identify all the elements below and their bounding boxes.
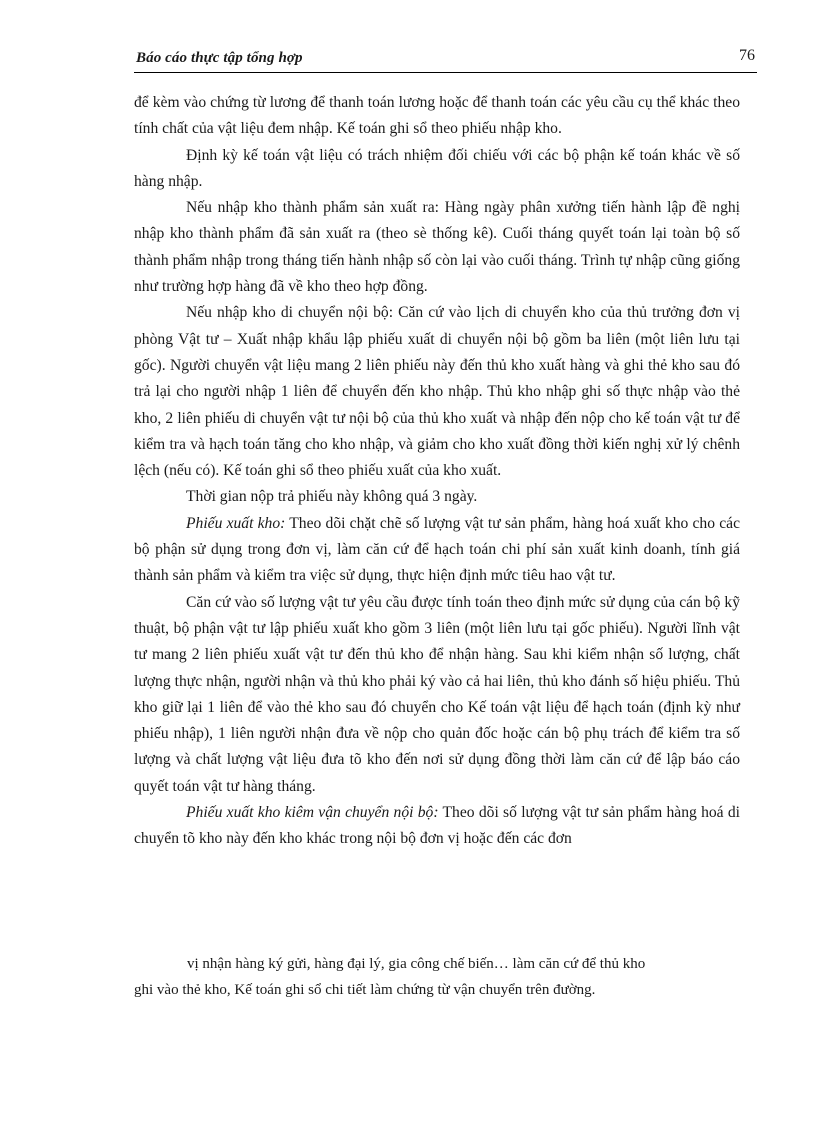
paragraph-3: Nếu nhập kho thành phẩm sản xuất ra: Hàng ngày phân xưởng tiến hành lập đề nghị nhập kho thành phẩm đã sản xuất ra (theo sè thống kê). Cuối tháng quyết toán lại toàn bộ số thành phẩm nhập trong tháng tiến hành nhập số còn lại vào cuối tháng. Trình tự nhập cũng giống như trường hợp hàng đã về kho theo hợp đồng. <box>134 199 740 296</box>
document-body <box>134 90 740 853</box>
paragraph-4: Nếu nhập kho di chuyển nội bộ: Căn cứ vào lịch di chuyển kho của thủ trưởng đơn vị phòng Vật tư – Xuất nhập khẩu lập phiếu xuất di chuyển nội bộ gồm ba liên (một liên lưu tại gốc). Người chuyển vật liệu mang 2 liên phiếu này đến thủ kho xuất hàng và ghi thẻ kho sau đó trả lại cho người nhập 1 liên để chuyển đến kho nhập. Thủ kho nhập ghi số thực nhập vào thẻ kho, 2 liên phiếu di chuyển vật tư nội bộ của thủ kho xuất và nhập đến nộp cho kế toán vật tư để kiểm tra và hạch toán tăng cho kho nhập, và giảm cho kho xuất đồng thời kiến nghị xử lý chênh lệch (nếu có). Kế toán ghi sổ theo phiếu xuất của kho xuất. <box>134 304 740 480</box>
continuation-line-2: ghi vào thẻ kho, Kế toán ghi sổ chi tiết làm chứng từ vận chuyển trên đường. <box>134 982 596 998</box>
header-title: Báo cáo thực tập tổng hợp <box>136 50 303 66</box>
paragraph-8 <box>134 800 740 853</box>
paragraph-8-text: Theo dõi số lượng vật tư sản phẩm hàng hoá di chuyển tõ kho này đến kho khác trong nội bộ đơn vị hoặc đến các đơn <box>134 804 741 848</box>
paragraph-6-text: Theo dõi chặt chẽ số lượng vật tư sản phẩm, hàng hoá xuất kho cho các bộ phận sử dụng trong đơn vị, làm căn cứ để hạch toán chi phí sản xuất kinh doanh, tính giá thành sản phẩm và kiểm tra việc sử dụng, thực hiện định mức tiêu hao vật tư. <box>134 514 740 585</box>
paragraph-1: để kèm vào chứng từ lương để thanh toán lương hoặc để thanh toán các yêu cầu cụ thể khác theo tính chất của vật liệu đem nhập. Kế toán ghi sổ theo phiếu nhập kho. <box>134 94 740 138</box>
paragraph-2: Định kỳ kế toán vật liệu có trách nhiệm đối chiếu với các bộ phận kế toán khác về số hàng nhập. <box>134 146 740 190</box>
continuation-line-1: vị nhận hàng ký gửi, hàng đại lý, gia công chế biến… làm căn cứ để thủ kho <box>187 956 646 972</box>
page-header <box>134 46 757 73</box>
paragraph-6-label: Phiếu xuất kho: <box>186 514 286 532</box>
page-number: 76 <box>739 47 755 64</box>
paragraph-8-label: Phiếu xuất kho kiêm vận chuyển nội bộ: <box>186 804 439 822</box>
paragraph-7: Căn cứ vào số lượng vật tư yêu cầu được tính toán theo định mức sử dụng của cán bộ kỹ thuật, bộ phận vật tư lập phiếu xuất kho gồm 3 liên (một liên lưu tại gốc phiếu). Người lĩnh vật tư mang 2 liên phiếu xuất vật tư đến thủ kho để nhận hàng. Sau khi kiểm nhận số lượng, chất lượng thực nhận, người nhận và thủ kho phải ký vào cả hai liên, thủ kho đánh số hiệu phiếu. Thủ kho giữ lại 1 liên để vào thẻ kho sau đó chuyển cho Kế toán vật liệu để hạch toán (định kỳ như phiếu nhập), 1 liên người nhận đưa về nộp cho quản đốc hoặc cán bộ phụ trách để kiểm tra số lượng và chất lượng vật liệu đưa tõ kho đến nơi sử dụng đồng thời làm căn cứ để lập báo cáo quyết toán vật tư hàng tháng. <box>134 593 740 795</box>
paragraph-5: Thời gian nộp trả phiếu này không quá 3 ngày. <box>186 488 478 506</box>
paragraph-6 <box>134 511 740 590</box>
